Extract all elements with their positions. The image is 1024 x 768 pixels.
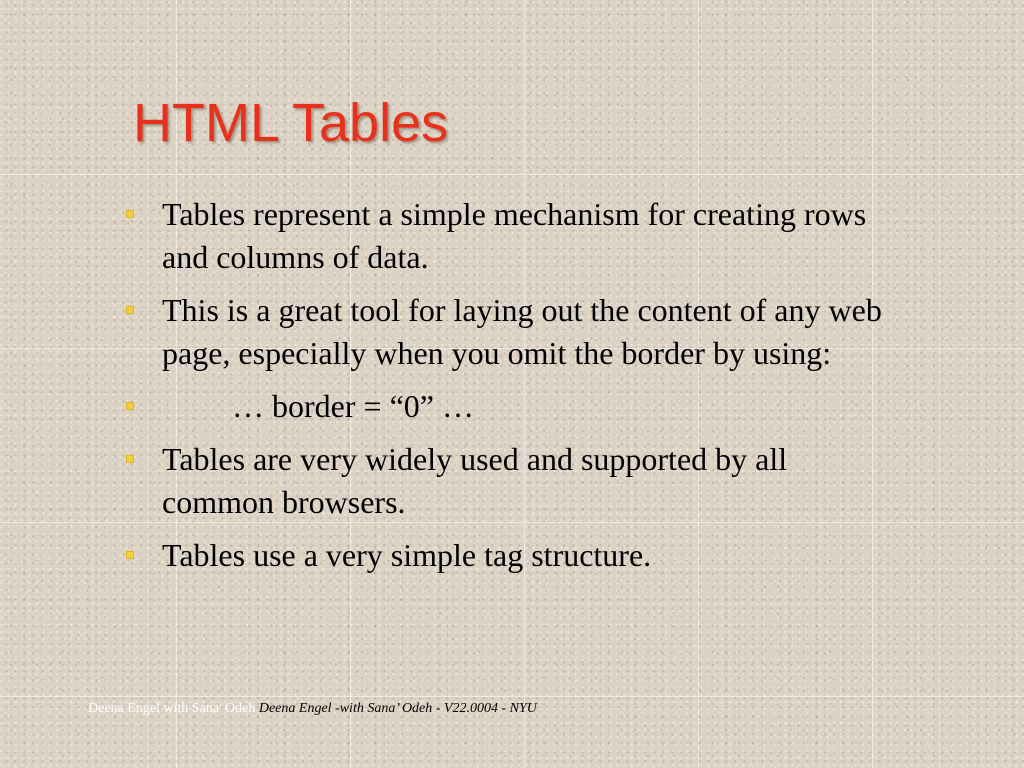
bullet-marker-icon bbox=[126, 455, 134, 463]
background-grid-line bbox=[0, 696, 1024, 697]
bullet-marker-icon bbox=[126, 551, 134, 559]
list-item bbox=[122, 438, 882, 524]
footer-author-faint: Deena Engel with Sana' Odeh bbox=[88, 701, 256, 716]
bullet-text: This is a great tool for laying out the content of any web page, especially when you omit the border by using: bbox=[162, 292, 882, 371]
list-item bbox=[122, 193, 882, 279]
list-item bbox=[122, 534, 882, 577]
bullet-text: Tables represent a simple mechanism for creating rows and columns of data. bbox=[162, 196, 867, 275]
bullet-text: Tables use a very simple tag structure. bbox=[162, 537, 652, 573]
bullet-marker-icon bbox=[126, 306, 134, 314]
bullet-text: Tables are very widely used and supported by all common browsers. bbox=[162, 441, 788, 520]
bullet-marker-icon bbox=[126, 210, 134, 218]
background-grid-line bbox=[0, 174, 1024, 175]
bullet-list bbox=[122, 193, 882, 587]
list-item bbox=[122, 289, 882, 375]
bullet-text: … border = “0” … bbox=[232, 388, 474, 424]
footer-author-course: Deena Engel -with Sana’ Odeh - V22.0004 - NYU bbox=[258, 701, 537, 716]
list-item bbox=[122, 385, 882, 428]
slide-footer bbox=[88, 700, 537, 718]
slide-title: HTML Tables bbox=[133, 93, 449, 153]
bullet-marker-icon bbox=[126, 402, 134, 410]
